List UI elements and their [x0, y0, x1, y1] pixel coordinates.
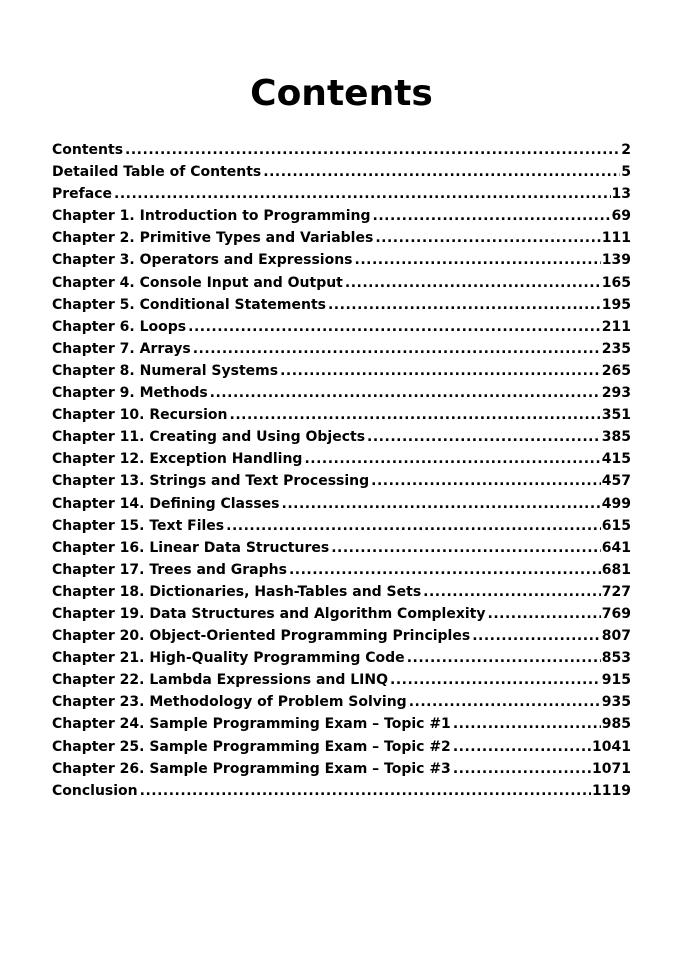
- toc-entry-page-number: 2: [621, 142, 631, 158]
- table-of-contents: [52, 139, 631, 802]
- toc-entry-title: Preface: [52, 186, 112, 203]
- dot-leader: [125, 139, 620, 161]
- dot-leader: [409, 691, 601, 713]
- dot-leader: [488, 603, 601, 625]
- toc-entry[interactable]: [52, 669, 631, 691]
- toc-entry-page-number: 457: [601, 473, 631, 490]
- toc-entry-page-number: 935: [601, 694, 631, 711]
- dot-leader: [453, 758, 591, 780]
- toc-entry-title: Chapter 18. Dictionaries, Hash-Tables and Sets: [52, 583, 422, 600]
- toc-entry[interactable]: [52, 338, 631, 360]
- toc-entry-title: Chapter 11. Creating and Using Objects: [52, 429, 366, 446]
- toc-entry-page-number: 1119: [592, 782, 631, 799]
- toc-entry[interactable]: [52, 493, 631, 515]
- toc-entry-title: Chapter 12. Exception Handling: [52, 451, 303, 468]
- dot-leader: [263, 161, 620, 183]
- dot-leader: [345, 272, 601, 294]
- toc-entry-title: Chapter 19. Data Structures and Algorithm Complexity: [52, 605, 486, 622]
- toc-entry[interactable]: [52, 647, 631, 669]
- toc-entry-page-number: 915: [601, 672, 631, 689]
- dot-leader: [423, 581, 601, 603]
- toc-entry[interactable]: [52, 559, 631, 581]
- toc-entry-title: Chapter 3. Operators and Expressions: [52, 252, 353, 269]
- toc-entry[interactable]: [52, 515, 631, 537]
- toc-entry[interactable]: [52, 183, 631, 205]
- toc-entry-page-number: 13: [611, 186, 631, 203]
- toc-entry-page-number: 1071: [592, 760, 631, 777]
- dot-leader: [390, 669, 601, 691]
- toc-entry[interactable]: [52, 448, 631, 470]
- toc-entry[interactable]: [52, 382, 631, 404]
- toc-entry-title: Chapter 5. Conditional Statements: [52, 296, 326, 313]
- toc-entry[interactable]: [52, 249, 631, 271]
- dot-leader: [453, 736, 591, 758]
- toc-entry-title: Chapter 26. Sample Programming Exam – Topic #3: [52, 760, 451, 777]
- toc-entry-title: Chapter 9. Methods: [52, 385, 208, 402]
- toc-entry-title: Chapter 16. Linear Data Structures: [52, 539, 330, 556]
- toc-entry-page-number: 211: [601, 318, 631, 335]
- toc-entry-title: Chapter 21. High-Quality Programming Code: [52, 650, 405, 667]
- dot-leader: [407, 647, 601, 669]
- toc-entry-page-number: 727: [601, 583, 631, 600]
- toc-entry-title: Chapter 4. Console Input and Output: [52, 274, 343, 291]
- toc-entry[interactable]: [52, 780, 631, 802]
- toc-entry-title: Conclusion: [52, 782, 138, 799]
- toc-entry-page-number: 265: [601, 362, 631, 379]
- toc-entry[interactable]: [52, 360, 631, 382]
- toc-entry[interactable]: [52, 713, 631, 735]
- toc-entry-page-number: 415: [601, 451, 631, 468]
- toc-entry-page-number: 293: [601, 385, 631, 402]
- toc-entry-page-number: 807: [601, 628, 631, 645]
- toc-entry-title: Chapter 6. Loops: [52, 318, 187, 335]
- toc-entry-page-number: 985: [601, 716, 631, 733]
- dot-leader: [114, 183, 611, 205]
- toc-entry-title: Chapter 8. Numeral Systems: [52, 362, 279, 379]
- page-title: Contents: [250, 73, 433, 114]
- toc-entry[interactable]: [52, 426, 631, 448]
- toc-entry-page-number: 139: [601, 252, 631, 269]
- toc-entry-page-number: 853: [601, 650, 631, 667]
- toc-entry-page-number: 5: [621, 164, 631, 181]
- toc-entry[interactable]: [52, 691, 631, 713]
- toc-entry-page-number: 1041: [592, 738, 631, 755]
- toc-entry[interactable]: [52, 404, 631, 426]
- toc-entry-title: Chapter 14. Defining Classes: [52, 495, 280, 512]
- toc-entry-title: Chapter 15. Text Files: [52, 517, 225, 534]
- toc-entry-title: Chapter 1. Introduction to Programming: [52, 208, 371, 225]
- toc-entry[interactable]: [52, 603, 631, 625]
- dot-leader: [328, 294, 601, 316]
- toc-entry-page-number: 195: [601, 296, 631, 313]
- dot-leader: [371, 470, 601, 492]
- dot-leader: [230, 404, 601, 426]
- toc-entry[interactable]: [52, 205, 631, 227]
- toc-entry-page-number: 641: [601, 539, 631, 556]
- toc-entry-title: Chapter 2. Primitive Types and Variables: [52, 230, 374, 247]
- toc-entry[interactable]: [52, 758, 631, 780]
- dot-leader: [453, 713, 601, 735]
- toc-entry-page-number: 111: [601, 230, 631, 247]
- toc-entry-title: Detailed Table of Contents: [52, 164, 262, 181]
- toc-entry-page-number: 385: [601, 429, 631, 446]
- toc-entry-title: Chapter 20. Object-Oriented Programming Principles: [52, 628, 471, 645]
- toc-entry[interactable]: [52, 227, 631, 249]
- toc-entry-title: Chapter 22. Lambda Expressions and LINQ: [52, 672, 388, 689]
- dot-leader: [226, 515, 601, 537]
- toc-entry[interactable]: [52, 294, 631, 316]
- dot-leader: [280, 360, 601, 382]
- toc-entry[interactable]: [52, 316, 631, 338]
- toc-entry[interactable]: [52, 470, 631, 492]
- toc-entry-page-number: 351: [601, 407, 631, 424]
- toc-entry-title: Chapter 7. Arrays: [52, 340, 191, 357]
- toc-entry[interactable]: [52, 736, 631, 758]
- dot-leader: [188, 316, 601, 338]
- toc-entry-page-number: 69: [611, 208, 631, 225]
- dot-leader: [375, 227, 600, 249]
- dot-leader: [472, 625, 601, 647]
- toc-entry[interactable]: [52, 581, 631, 603]
- dot-leader: [331, 537, 601, 559]
- toc-entry-title: Contents: [52, 142, 124, 158]
- dot-leader: [289, 559, 601, 581]
- dot-leader: [282, 493, 601, 515]
- dot-leader: [373, 205, 611, 227]
- toc-entry[interactable]: [52, 537, 631, 559]
- toc-entry[interactable]: [52, 161, 631, 183]
- dot-leader: [193, 338, 601, 360]
- dot-leader: [140, 780, 591, 802]
- dot-leader: [304, 448, 600, 470]
- toc-entry-title: Chapter 10. Recursion: [52, 407, 228, 424]
- toc-entry-page-number: 235: [601, 340, 631, 357]
- toc-entry-title: Chapter 17. Trees and Graphs: [52, 561, 287, 578]
- toc-entry-page-number: 615: [601, 517, 631, 534]
- toc-entry-page-number: 681: [601, 561, 631, 578]
- toc-entry-page-number: 165: [601, 274, 631, 291]
- toc-entry[interactable]: [52, 139, 631, 161]
- toc-entry[interactable]: [52, 272, 631, 294]
- dot-leader: [210, 382, 601, 404]
- toc-entry-title: Chapter 25. Sample Programming Exam – Topic #2: [52, 738, 451, 755]
- dot-leader: [355, 249, 601, 271]
- dot-leader: [367, 426, 601, 448]
- toc-entry-page-number: 499: [601, 495, 631, 512]
- toc-entry-title: Chapter 24. Sample Programming Exam – Topic #1: [52, 716, 451, 733]
- toc-entry-page-number: 769: [601, 605, 631, 622]
- toc-entry-title: Chapter 23. Methodology of Problem Solving: [52, 694, 407, 711]
- toc-entry[interactable]: [52, 625, 631, 647]
- toc-entry-title: Chapter 13. Strings and Text Processing: [52, 473, 370, 490]
